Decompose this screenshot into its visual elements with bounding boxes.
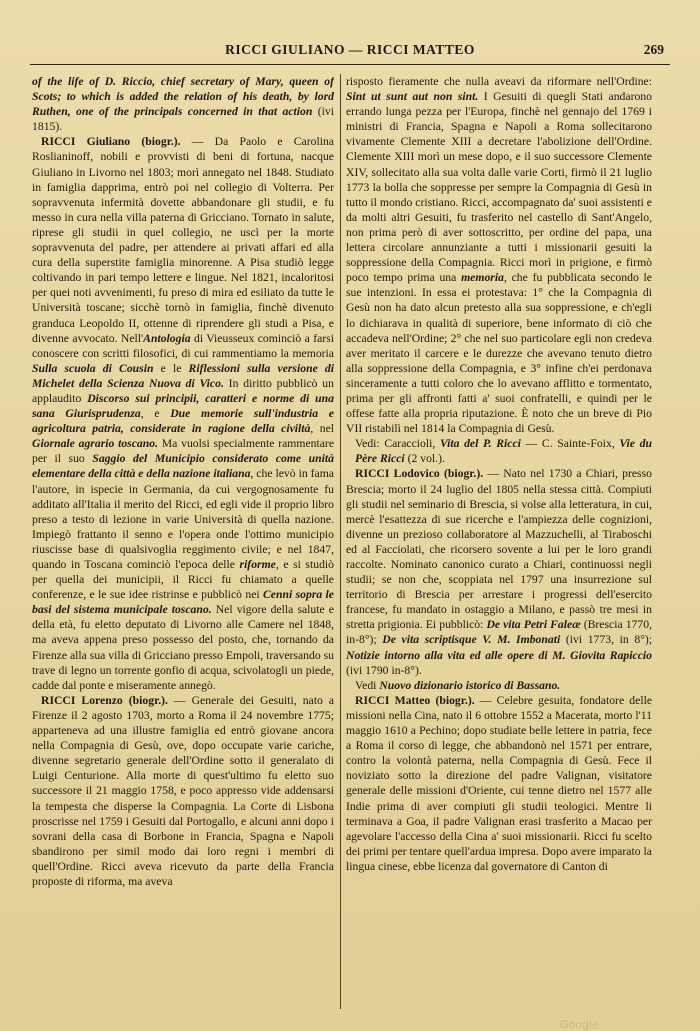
- entry-text: , e si studiò per quella dei municipii, il Ricci fu chiamato a quelle conferenze, e le sue idee ristrinse e pubblicò nei: [32, 558, 334, 602]
- entry-text: , e: [140, 407, 171, 421]
- entry-text: — Nato nel 1730 a Chiari, presso Brescia; morto il 24 luglio del 1805 nella stessa città. Compiuti gli studii nel seminario di Brescia, si volse alla letteratura, in cui, mercè l'esattezza di sue ricerche e l'ampiezza delle cognizioni, divenne un prezioso collaboratore al Mazzuchelli, al Tiraboschi ed al Facciolati, che ricorsero sovente a lui per le loro grandi raccolte. Nominato canonico curato a Chiari, continuossi negli studii; se non che, scoppiata nel 1797 una insurrezione sul territorio di Brescia per arrestare i progressi dell'esercito francese, fu mandato in ostaggio a Milano, e passò tre mesi in stretta prigionia. Ei pubblicò:: [346, 467, 652, 632]
- see-also-lorenzo: [346, 436, 652, 466]
- work-title: Saggio del Municipio considerato come unità elementare della città e della nazione italiana: [32, 452, 334, 481]
- entry-text: (Brescia 1770, in-8°);: [346, 618, 652, 647]
- work-title: riforme: [239, 558, 276, 571]
- entry-text: (ivi 1773, in 8°);: [560, 633, 652, 647]
- entry-text: , che fu pubblicata secondo le sue intenzioni. In essa ei protestava: 1° che la Compagnia di Gesù non ha dato alcun pretesto alla sua soppressione, e ch'egli lo dichiarava in qualità di superiore, bene informato di ciò che accadeva nell'Ordine; 2° che nel suo particolare egli non credeva aver meritato il carcere e le durezze che avevano tenuto dietro alla soppressione della Compagnia, e 3° infine ch'ei perdonava sinceramente a tutti coloro che lo avevano afflitto e tormentato, prima per gli affronti fatti a' suoi confratelli, e quindi per le offese fatte alla propria riputazione. È noto che un breve di Pio VII ristabilì nel 1814 la Compagnia di Gesù.: [346, 271, 652, 436]
- entry-ricci-lorenzo: [32, 693, 334, 889]
- left-column: [32, 74, 334, 1018]
- work-title: De vita Petri Faleæ: [486, 618, 581, 632]
- work-title: Sulla scuola di Cousin: [32, 361, 154, 375]
- entry-category: (biogr.).: [128, 693, 168, 707]
- entry-headword: RICCI Lodovico: [355, 467, 440, 481]
- entry-text: Ma vuolsi specialmente rammentare per il suo: [32, 437, 334, 466]
- work-title: Antologia: [143, 331, 191, 345]
- entry-text: , che levò in fama l'autore, in ispecie in Germania, da cui vergognosamente fu additato all'Italia il merito del Ricci, ed egli vide il proprio libro preso a testo di lezione in varie Università di quella nazione. Impiegò frattanto il senno e l'opera onde l'ottimo municipio riuscisse base di qualsivoglia reggimento civile; e nel 1847, quando in Toscana cominciò l'epoca delle: [32, 467, 334, 571]
- entry-text: Nel vigore della salute e della età, fu eletto deputato di Livorno alle Camere nel 1848, ma aveva appena preso possesso del posto, che, tornando da Firenze alla sua villa di Gricciano presso Empoli, traversando su trave di legno un torrente gonfio di acqua, scivolatogli un piede, cadde dal ponte e miseramente annegò.: [32, 603, 334, 692]
- entry-ricci-matteo: [346, 693, 652, 874]
- work-title: Due memorie sull'industria e agricoltura patria, considerate in ragione della civiltà: [32, 407, 334, 436]
- running-head: [30, 40, 670, 66]
- see-text: Vedi: Caraccioli,: [355, 437, 440, 451]
- see-text: — C. Sainte-Foix,: [520, 437, 620, 451]
- work-title: Vita del P. Ricci: [439, 437, 521, 451]
- entry-headword: RICCI Lorenzo: [41, 693, 123, 707]
- entry-text: risposto fieramente che nulla aveavi da riformare nell'Ordine:: [346, 75, 652, 88]
- entry-headword: RICCI Matteo: [355, 693, 431, 707]
- work-title: Giornale agrario toscano.: [32, 437, 159, 451]
- header-rule: [30, 64, 670, 65]
- see-text: (2 vol.).: [404, 452, 445, 466]
- entry-text: — Generale dei Gesuiti, nato a Firenze il 2 agosto 1703, morto a Roma il 24 novembre 1775; apparteneva ad una illustre famiglia ed entrò giovane ancora nella Compagnia di Gesù, ove, dopo occupate varie cariche, divenne segretario generale dell'Ordine sotto il generalato di Luigi Centurione. Alla morte di quest'ultimo fu eletto suo successore il 21 maggio 1758, e poco appresso vide addensarsi la tempesta che disperse la Compagnia. La Corte di Lisbona proscrisse nel 1759 i Gesuiti dal Portogallo, e alcuni anni dopo i sovrani della casa di Borbone in Francia, Spagna e Napoli sbandirono per simil modo dai loro regni i membri di quell'Ordine. Ricci aveva ricevuto da parte della Francia proposte di riforma, ma aveva: [32, 693, 334, 888]
- work-title: De vita scriptisque V. M. Imbonati: [382, 633, 561, 647]
- scan-watermark: Google: [560, 1018, 599, 1031]
- entry-ricci-giuliano: [32, 134, 334, 692]
- continued-title: of the life of D. Riccio, chief secretary of Mary, queen of Scots; to which is added the relation of his death, by lord Ruthen, one of the principals concerned in that action: [32, 75, 334, 119]
- entry-category: (biogr.).: [141, 135, 181, 149]
- work-title: Riflessioni sulla versione di Michelet della Scienza Nuova di Vico.: [32, 361, 334, 390]
- work-title: Cenni sopra le basi del sistema municipale toscano.: [32, 588, 334, 617]
- see-text: Vedi: [355, 678, 380, 692]
- motto: Sint ut sunt aut non sint.: [346, 90, 479, 104]
- continuation-paragraph: [346, 74, 652, 436]
- work-title: Notizie intorno alla vita ed alle opere di M. Giovita Rapiccio: [346, 648, 652, 662]
- entry-text: di Vieusseux cominciò a farsi conoscere con scritti filosofici, di cui rammentiamo la memoria: [32, 331, 334, 360]
- entry-headword: RICCI Giuliano: [41, 135, 131, 149]
- right-column: [346, 74, 652, 1018]
- entry-text: I Gesuiti di quegli Stati andarono errando lunga pezza per l'Europa, finchè nel gennajo del 1769 i ministri di Francia, Spagna e Napoli a Roma sollecitarono vivamente Clemente XIII a decretare l'abolizione dell'Ordine. Clemente XIII morì un mese dopo, e il suo successore Clemente XIV, sollecitato alla sua volta dalle varie Corti, firmò il 21 luglio 1773 la bolla che soppresse per sempre la Compagnia di Gesù in tutto il mondo cristiano. Ricci, accompagnato da' suoi assistenti e da molti altri Gesuiti, fu trasferito nel castello di Sant'Angelo, non prima però di aver sottoscritto, per ordine del papa, una lettera circolare annunziante a tutti i missionarii gesuiti la soppressione della Compagnia. Ricci morì in prigione, e firmò poco tempo prima una: [346, 90, 652, 285]
- entry-text: — Da Paolo e Carolina Roslianinoff, nobili e provvisti di beni di fortuna, nacque Giuliano in Livorno nel 1803; morì annegato nel 1848. Studiato in famiglia dapprima, entrò poi nel collegio di Volterra. Per sopravvenuta infermità dovette abbandonare gli studii, e fu messo in cura nella villa paterna di Gricciano. Tornato in salute, riprese gli studii in quel collegio, ne uscì per la morte sopravvenuta del padre, per attendere ai privati affari ed alla cura della superstite famiglia minorenne. A Pisa studiò legge coltivando in pari tempo lettere e lingue. Nel 1821, incaloritosi per quei noti avvenimenti, fu preso di mira ed esiliato da tutte le Università toscane; sicchè tornò in famiglia, finchè divenuto granduca Leopoldo II, ottenne di riprendere gli studi a Pisa, e divenne avvocato. Nell': [32, 135, 334, 345]
- continuation-paragraph: [32, 74, 334, 134]
- column-divider: [340, 74, 341, 1009]
- entry-category: (biogr.).: [435, 693, 475, 707]
- work-title: Vie du Père Ricci: [355, 437, 652, 466]
- work-title: Discorso sui principii, caratteri e norme di una sana Giurisprudenza: [32, 391, 334, 421]
- entry-ricci-lodovico: [346, 466, 652, 677]
- entry-text: In diritto pubblicò un applaudito: [32, 376, 334, 405]
- running-title: RICCI GIULIANO — RICCI MATTEO: [225, 42, 475, 57]
- entry-category: (biogr.).: [443, 467, 484, 481]
- page-number: 269: [643, 42, 664, 57]
- work-title: Nuovo dizionario istorico di Bassano.: [379, 678, 561, 692]
- entry-text: , nel: [310, 422, 334, 436]
- continued-text: (ivi 1815).: [32, 105, 334, 134]
- see-also-lodovico: [346, 678, 652, 693]
- entry-text: e le: [153, 361, 189, 375]
- entry-text: (ivi 1790 in-8°).: [346, 663, 422, 677]
- entry-text: — Celebre gesuita, fondatore delle missioni nella Cina, nato il 6 ottobre 1552 a Macerata, morto l'11 maggio 1610 a Pechino; dopo studiate belle lettere in patria, fece a Roma il corso di legge, che abbandonò nel 1571 per entrare, contro la volontà paterna, nella Compagnia di Gesù. Fece il noviziato sotto la direzione del padre Valignan, visitatore generale delle missioni d'Oriente, cui tenne dietro nel 1577 alle Indie prima di aver compiuti gli studii teologici. Mentre li terminava a Goa, il padre Valignan erasi trasferito a Macao per agevolare l'accesso della Cina a' suoi missionarii. Ricci fu scelto dei primi per tentare quell'ardua impresa. Dopo avere imparato la lingua cinese, ebbe licenza dal governatore di Canton di: [346, 693, 652, 873]
- work-title: memoria: [461, 271, 504, 285]
